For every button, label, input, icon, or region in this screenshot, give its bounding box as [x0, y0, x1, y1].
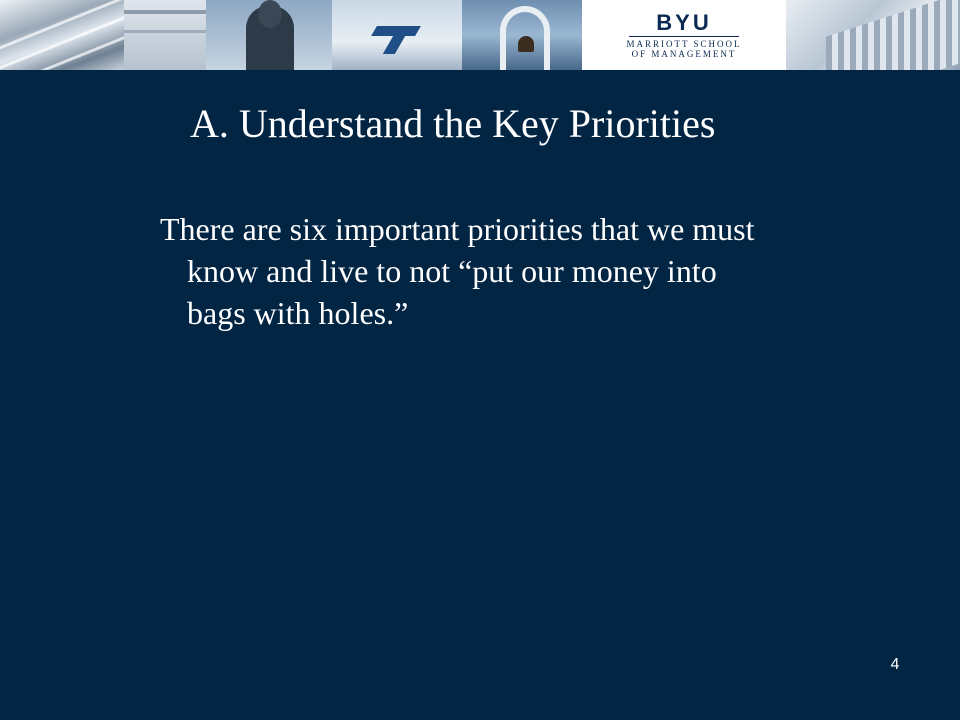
header-banner — [0, 0, 960, 70]
slide-body — [160, 208, 880, 334]
body-line-2: know and live to not “put our money into — [187, 253, 717, 289]
logo-subtitle-1: MARRIOTT SCHOOL — [626, 38, 742, 49]
body-line-3: bags with holes.” — [187, 295, 409, 331]
logo-subtitle-2: OF MANAGEMENT — [631, 48, 737, 59]
slide-title: A. Understand the Key Priorities — [190, 101, 716, 146]
byu-marriott-logo — [582, 0, 786, 70]
statue-photo — [206, 0, 332, 70]
logo-text: BYU — [656, 9, 712, 35]
campus-building-photo — [786, 0, 960, 70]
mountain-y-photo — [332, 0, 462, 70]
page-number: 4 — [890, 656, 900, 673]
building-photo — [0, 0, 124, 70]
rooftop-photo — [124, 0, 206, 70]
bell-tower-photo — [462, 0, 582, 70]
body-line-1: There are six important priorities that we must — [160, 211, 755, 247]
